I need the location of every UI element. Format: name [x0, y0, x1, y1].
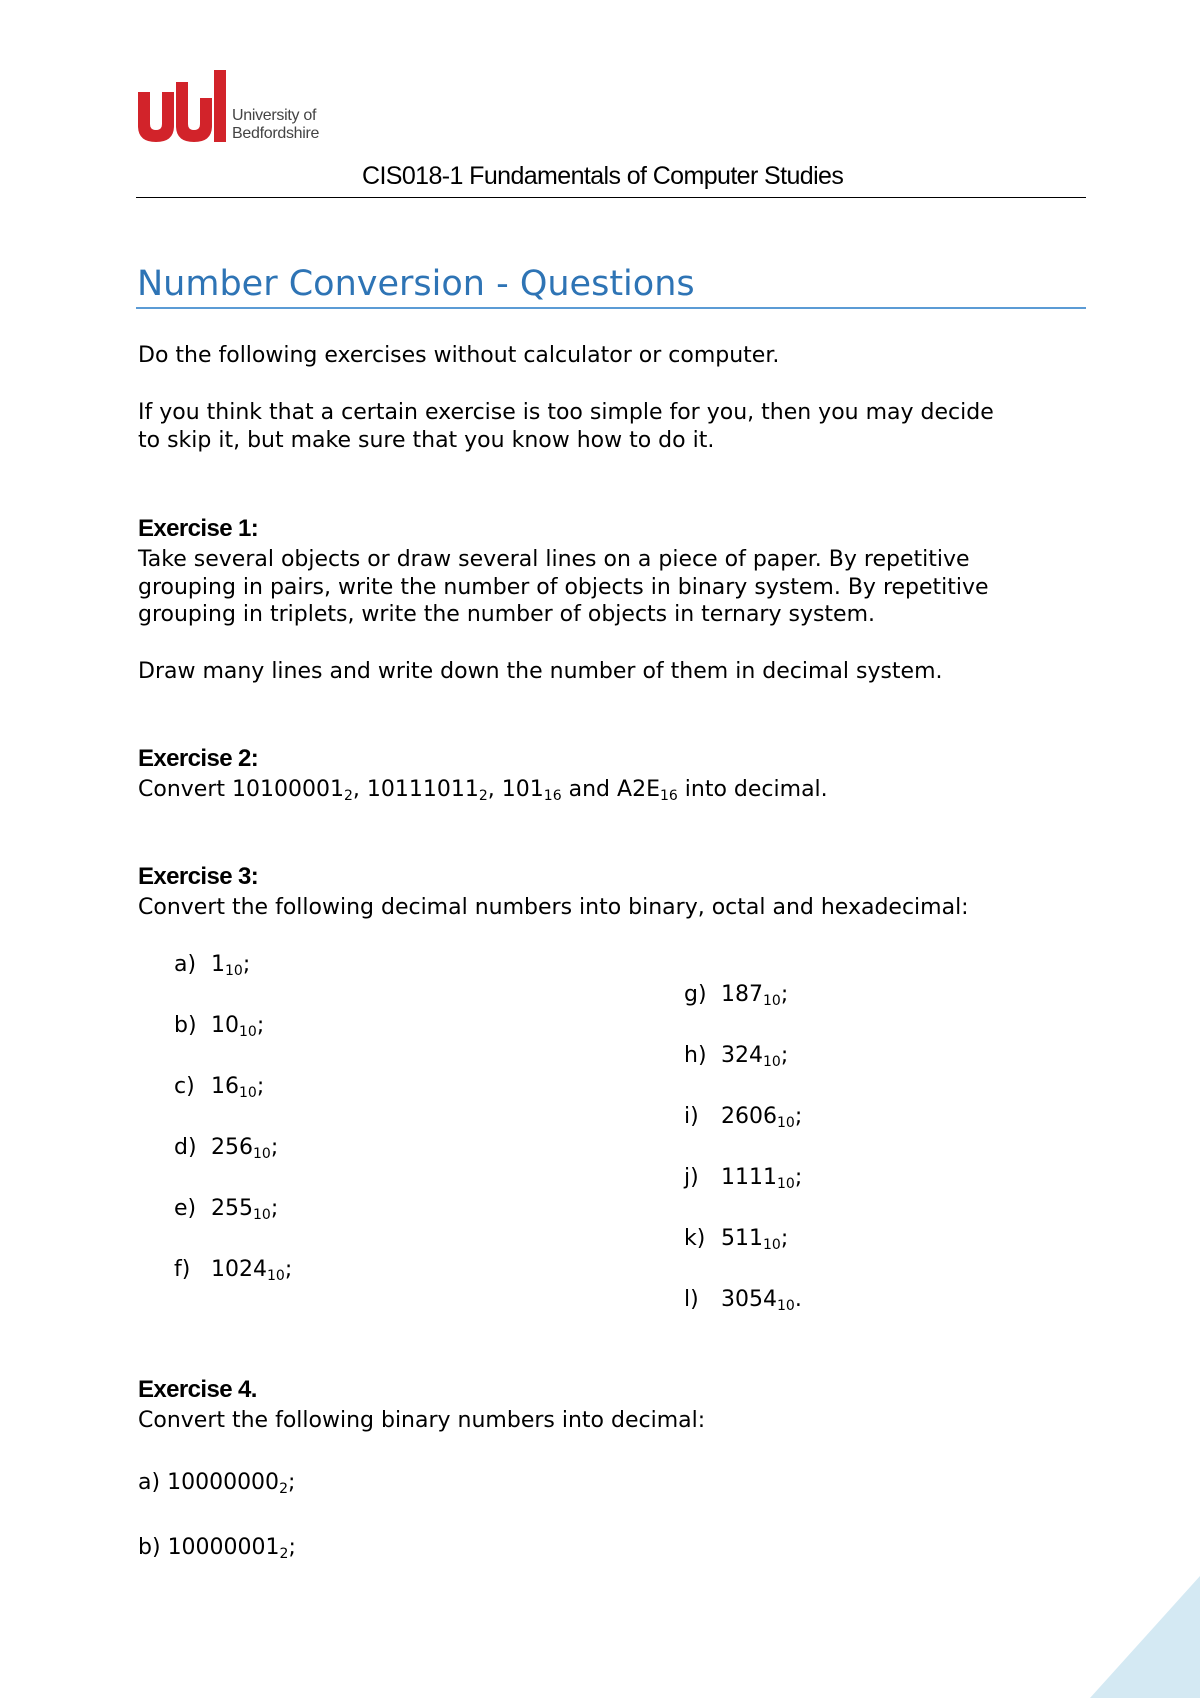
exercise-1-heading: Exercise 1:	[138, 515, 259, 542]
number: 10100001	[231, 777, 344, 802]
number: A2E	[617, 777, 660, 802]
university-logo	[136, 68, 336, 144]
exercise-4-text: Convert the following binary numbers into decimal:	[138, 1408, 706, 1433]
exercise-3-text: Convert the following decimal numbers into binary, octal and hexadecimal:	[138, 895, 969, 920]
base: 2	[478, 788, 488, 804]
list-item: a) $1_{10}$;	[174, 952, 251, 979]
intro-paragraph-2-line-1: If you think that a certain exercise is too simple for you, then you may decide	[138, 400, 994, 425]
exercise-3-heading: Exercise 3:	[138, 863, 259, 890]
list-item: j) $1111_{10}$;	[684, 1165, 803, 1192]
exercise-1-line-1: Take several objects or draw several lines on a piece of paper. By repetitive	[138, 547, 970, 572]
title-underline	[136, 307, 1086, 309]
course-title: CIS018-1 Fundamentals of Computer Studies	[362, 162, 844, 190]
exercise-1-paragraph-2: Draw many lines and write down the number of them in decimal system.	[138, 659, 943, 684]
base: 16	[543, 788, 562, 804]
header-divider	[136, 197, 1086, 198]
list-item: f) $1024_{10}$;	[174, 1257, 293, 1284]
list-item: b) $10_{10}$;	[174, 1013, 265, 1040]
page-title: Number Conversion - Questions	[137, 264, 695, 304]
list-item: l) $3054_{10}$.	[684, 1287, 802, 1314]
list-item: g) $187_{10}$;	[684, 982, 789, 1009]
intro-paragraph-1: Do the following exercises without calculator or computer.	[138, 343, 780, 368]
list-item: i) $2606_{10}$;	[684, 1104, 803, 1131]
number: 101	[501, 777, 544, 802]
exercise-4-heading: Exercise 4.	[138, 1376, 257, 1403]
corner-decoration	[1090, 1576, 1200, 1698]
list-item: b) $10000001_2$;	[138, 1535, 296, 1562]
list-item: h) $324_{10}$;	[684, 1043, 789, 1070]
intro-paragraph-2-line-2: to skip it, but make sure that you know how to do it.	[138, 428, 715, 453]
exercise-1-line-2: grouping in pairs, write the number of objects in binary system. By repetitive	[138, 575, 989, 600]
exercise-1-line-3: grouping in triplets, write the number of objects in ternary system.	[138, 602, 876, 627]
list-item: d) $256_{10}$;	[174, 1135, 279, 1162]
logo-line-1: University of	[232, 107, 317, 124]
exercise-2-text: Convert $10100001_2$, $10111011_2$, $101_{16}$ and $A2E_{16}$ into decimal.	[138, 777, 828, 804]
list-item: c) $16_{10}$;	[174, 1074, 265, 1101]
base: 2	[343, 788, 353, 804]
logo-line-2: Bedfordshire	[232, 125, 320, 142]
list-item: e) $255_{10}$;	[174, 1196, 279, 1223]
exercise-2-heading: Exercise 2:	[138, 745, 259, 772]
number: 10111011	[366, 777, 479, 802]
list-item: k) $511_{10}$;	[684, 1226, 789, 1253]
university-logo-icon	[136, 68, 228, 144]
list-item: a) $10000000_2$;	[138, 1470, 296, 1497]
base: 16	[659, 788, 678, 804]
